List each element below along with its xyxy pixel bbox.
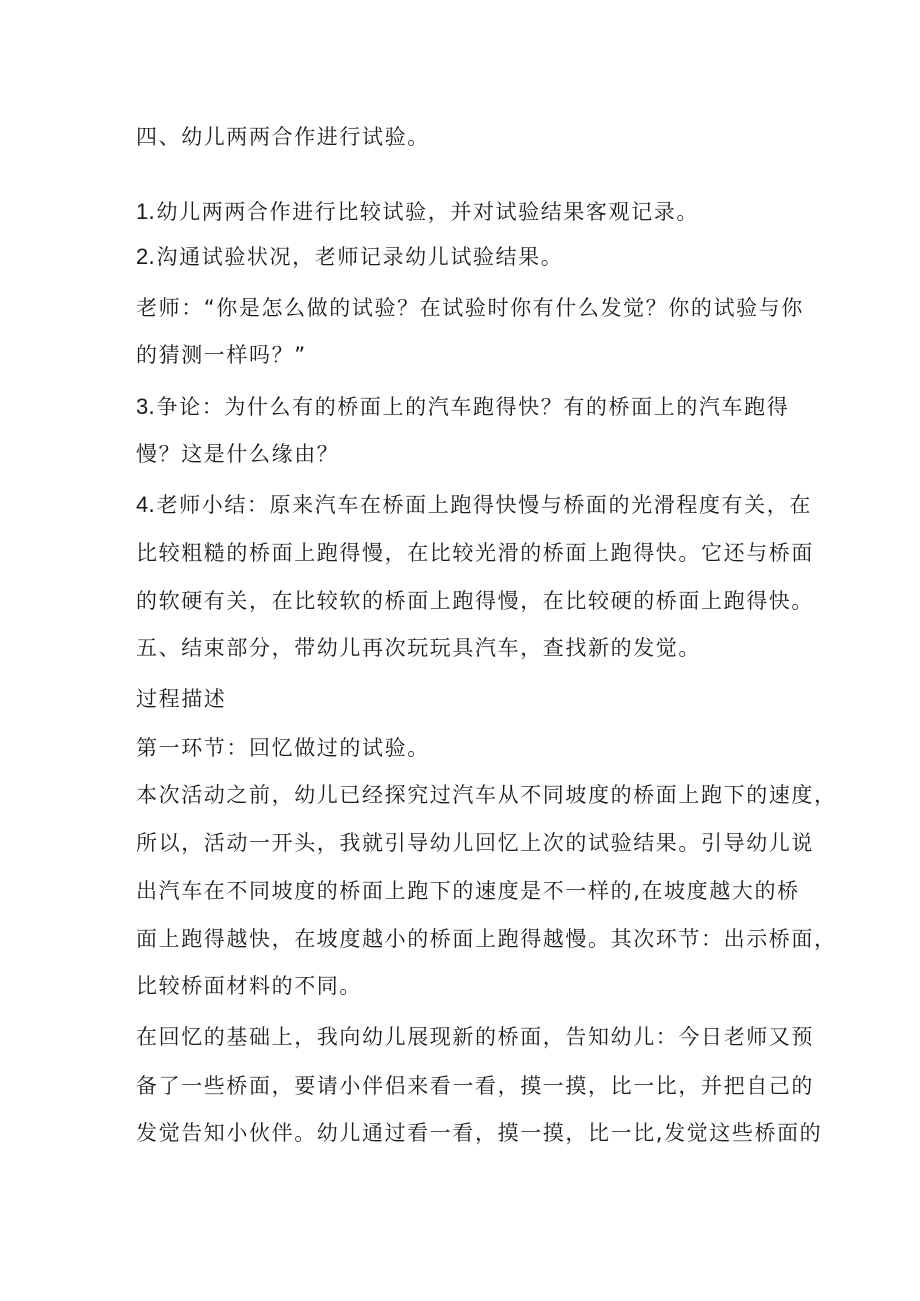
list-item-2	[136, 242, 563, 272]
teacher-quote-line: 老师：“你是怎么做的试验？在试验时你有什么发觉？你的试验与你	[136, 296, 804, 320]
list-item-4-continuation: 比较粗糙的桥面上跑得慢，在比较光滑的桥面上跑得快。它还与桥面	[136, 541, 814, 565]
item-number: 1	[136, 199, 149, 224]
process-title: 过程描述	[136, 687, 227, 711]
section-4-heading: 四、幼儿两两合作进行试验。	[136, 125, 430, 149]
item-text: .老师小结：原来汽车在桥面上跑得快慢与桥面的光滑程度有关，在	[148, 493, 812, 517]
list-item-1	[136, 197, 699, 227]
paragraph-2-line: 发觉告知小伙伴。幼儿通过看一看，摸一摸，比一比,发觉这些桥面的	[136, 1121, 823, 1145]
paragraph-1-line: 本次活动之前，幼儿已经探究过汽车从不同坡度的桥面上跑下的速度，	[136, 783, 837, 807]
item-text: .争论：为什么有的桥面上的汽车跑得快？有的桥面上的汽车跑得	[148, 395, 790, 419]
paragraph-1-line: 面上跑得越快，在坡度越小的桥面上跑得越慢。其次环节：出示桥面，	[136, 927, 837, 951]
item-number: 2	[136, 244, 149, 269]
item-text: .沟通试验状况，老师记录幼儿试验结果。	[148, 245, 564, 269]
list-item-4-continuation: 的软硬有关，在比较软的桥面上跑得慢，在比较硬的桥面上跑得快。	[136, 589, 814, 613]
paragraph-2-line: 备了一些桥面，要请小伴侣来看一看，摸一摸，比一比，并把自己的	[136, 1074, 814, 1098]
paragraph-1-line: 比较桥面材料的不同。	[136, 974, 362, 998]
paragraph-1-line: 出汽车在不同坡度的桥面上跑下的速度是不一样的,在坡度越大的桥	[136, 879, 800, 903]
item-text: .幼儿两两合作进行比较试验，并对试验结果客观记录。	[148, 200, 699, 224]
item-number: 3	[136, 394, 149, 419]
paragraph-2-line: 在回忆的基础上，我向幼儿展现新的桥面，告知幼儿：今日老师又预	[136, 1025, 814, 1049]
list-item-4	[136, 490, 812, 520]
section-5-heading: 五、结束部分，带幼儿再次玩玩具汽车，查找新的发觉。	[136, 636, 701, 660]
list-item-3	[136, 392, 789, 422]
list-item-3-continuation: 慢？这是什么缘由？	[136, 442, 340, 466]
paragraph-1-line: 所以，活动一开头，我就引导幼儿回忆上次的试验结果。引导幼儿说	[136, 831, 814, 855]
item-number: 4	[136, 492, 149, 517]
teacher-quote-line: 的猜测一样吗？”	[136, 343, 307, 367]
step-1-title: 第一环节：回忆做过的试验。	[136, 736, 430, 760]
